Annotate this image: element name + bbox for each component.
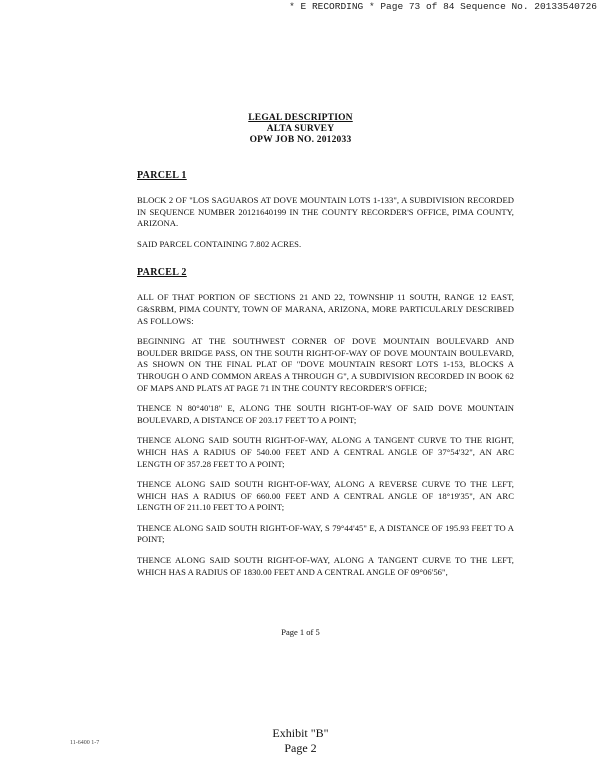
document-title: LEGAL DESCRIPTION	[248, 113, 353, 123]
parcel-2-paragraph: BEGINNING AT THE SOUTHWEST CORNER OF DOVE MOUNTAIN BOULEVARD AND BOULDER BRIDGE PASS, ON THE SOUTH RIGHT-OF-WAY OF DOVE MOUNTAIN BOULEVARD, AS SHOWN ON THE FINAL PLAT OF "DOVE MOUNTAIN RESORT LOTS 1-153, BLOCKS A THROUGH O AND COMMON AREAS A THROUGH G", A SUBDIVISION RECORDED IN BOOK 62 OF MAPS AND PLATS AT PAGE 71 IN THE COUNTY RECORDER'S OFFICE;	[137, 336, 514, 393]
exhibit-label: Exhibit "B"	[272, 726, 329, 740]
parcel-2-paragraph: THENCE ALONG SAID SOUTH RIGHT-OF-WAY, ALONG A REVERSE CURVE TO THE LEFT, WHICH HAS A RADIUS OF 660.00 FEET AND A CENTRAL ANGLE OF 18°19'35", AN ARC LENGTH OF 211.10 FEET TO A POINT;	[137, 479, 514, 513]
recording-header: * E RECORDING * Page 73 of 84 Sequence No. 20133540726	[289, 1, 597, 12]
parcel-2-paragraph: THENCE N 80°40'18" E, ALONG THE SOUTH RIGHT-OF-WAY OF SAID DOVE MOUNTAIN BOULEVARD, A DISTANCE OF 203.17 FEET TO A POINT;	[137, 403, 514, 425]
parcel-1-acreage: SAID PARCEL CONTAINING 7.802 ACRES.	[137, 238, 302, 249]
file-stamp: 11-6400 1-7	[70, 740, 100, 746]
exhibit-page: Page 2	[284, 741, 317, 755]
parcel-2-paragraph: THENCE ALONG SAID SOUTH RIGHT-OF-WAY, ALONG A TANGENT CURVE TO THE RIGHT, WHICH HAS A RADIUS OF 540.00 FEET AND A CENTRAL ANGLE OF 37°54'32", AN ARC LENGTH OF 357.28 FEET TO A POINT;	[137, 435, 514, 469]
parcel-2-paragraph: ALL OF THAT PORTION OF SECTIONS 21 AND 22, TOWNSHIP 11 SOUTH, RANGE 12 EAST, G&SRBM, PIMA COUNTY, TOWN OF MARANA, ARIZONA, MORE PARTICULARLY DESCRIBED AS FOLLOWS:	[137, 292, 514, 326]
legal-description-body	[137, 170, 514, 578]
document-title-block	[0, 113, 601, 146]
parcel-1-paragraph: BLOCK 2 OF "LOS SAGUAROS AT DOVE MOUNTAIN LOTS 1-133", A SUBDIVISION RECORDED IN SEQUENCE NUMBER 20121640199 IN THE COUNTY RECORDER'S OFFICE, PIMA COUNTY, ARIZONA.	[137, 195, 514, 229]
parcel-2-paragraph: THENCE ALONG SAID SOUTH RIGHT-OF-WAY, S 79°44'45" E, A DISTANCE OF 195.93 FEET TO A POINT;	[137, 522, 514, 545]
parcel-2-paragraph: THENCE ALONG SAID SOUTH RIGHT-OF-WAY, ALONG A TANGENT CURVE TO THE LEFT, WHICH HAS A RADIUS OF 1830.00 FEET AND A CENTRAL ANGLE OF 09°06'56",	[137, 555, 514, 577]
page-number: Page 1 of 5	[281, 627, 320, 637]
job-number: OPW JOB NO. 2012033	[249, 135, 352, 145]
parcel-2-heading: PARCEL 2	[137, 267, 187, 279]
parcel-1-heading: PARCEL 1	[137, 170, 187, 181]
document-subtitle: ALTA SURVEY	[266, 124, 335, 134]
